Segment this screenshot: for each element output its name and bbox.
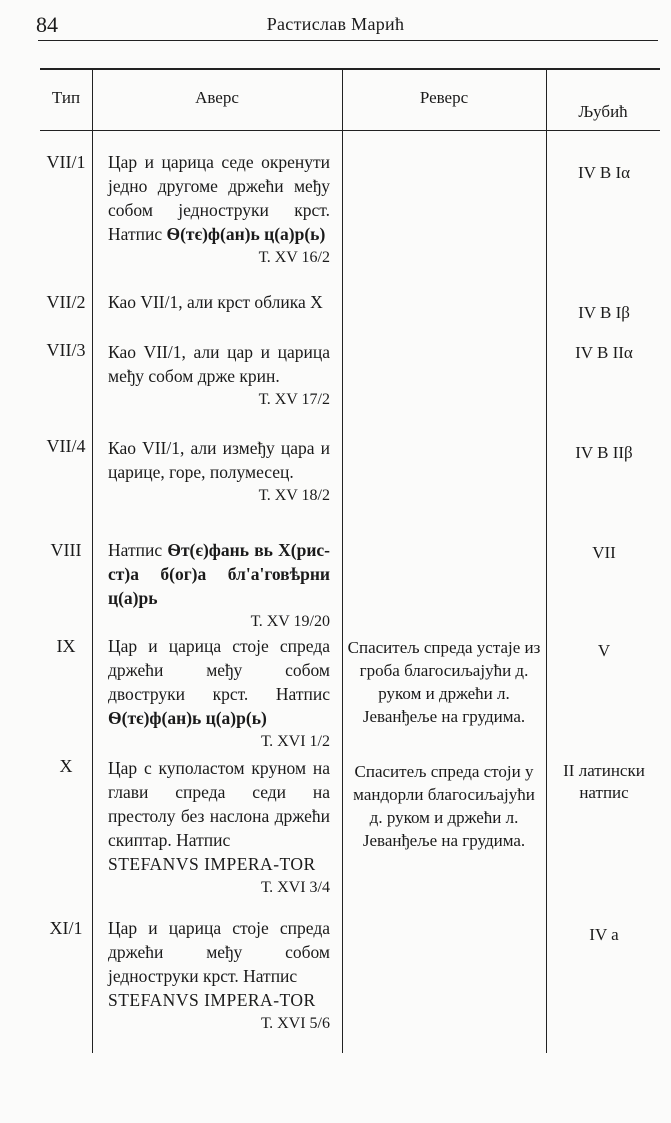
ljubic-ref: IV B IIα: [575, 343, 633, 362]
avers-legend: Ѳт(є)фань вь Х(рис-ст)а б(ог)а бл'а'говѣрни ц(а)рь: [108, 540, 331, 608]
ljubic-ref: II латински натпис: [563, 761, 645, 802]
avers-text: Цар и царица стоје спреда држећи међу собом двоструки крст. Натпис: [108, 636, 330, 704]
column-header-revers: Реверс: [419, 88, 469, 107]
row-type: VII/1: [46, 152, 86, 172]
revers-cell: Спаситељ спреда устаје из гроба благосиљајући д. руком и држећи л. Јеванђеље на грудима.: [347, 638, 541, 726]
plate-reference: Т. XVI 5/6: [260, 1015, 330, 1032]
table-header-rule: [40, 130, 660, 131]
avers-cell: [108, 290, 330, 314]
table-top-rule: [40, 68, 660, 70]
revers-cell: Спаситељ спреда стоји у мандорли благосиљајући д. руком и држећи л. Јеванђеље на грудима.: [353, 762, 535, 850]
column-divider: [546, 68, 547, 1053]
running-head: Растислав Марић: [266, 14, 405, 34]
top-rule: [38, 40, 658, 41]
avers-text: Натпис: [108, 540, 163, 560]
plate-reference: Т. XV 19/20: [250, 613, 330, 630]
plate-reference: Т. XV 16/2: [258, 249, 330, 266]
row-type: X: [59, 756, 73, 776]
row-type: XI/1: [49, 918, 83, 938]
avers-latin-legend: STEFANVS IMPERA-TOR: [108, 990, 316, 1010]
avers-cell: [108, 340, 330, 412]
ljubic-ref: IV B IIβ: [575, 443, 633, 462]
plate-reference: Т. XV 17/2: [258, 391, 330, 408]
row-type: VII/3: [46, 340, 86, 360]
row-type: IX: [56, 636, 76, 656]
ljubic-ref: IV a: [589, 925, 619, 944]
ljubic-ref: IV B Iα: [577, 163, 631, 182]
page-number: 84: [36, 12, 58, 37]
plate-reference: Т. XVI 1/2: [260, 733, 330, 750]
column-header-ljubic: Љубић: [578, 102, 628, 121]
avers-text: Као VII/1, али између цара и царице, горе, полумесец.: [108, 438, 330, 482]
column-header-tip: Тип: [51, 88, 81, 107]
avers-cell: [108, 538, 330, 634]
avers-latin-legend: STEFANVS IMPERA-TOR: [108, 854, 316, 874]
avers-legend: Ѳ(тє)ф(ан)ь ц(а)р(ь): [166, 224, 326, 244]
row-type: VIII: [50, 540, 82, 560]
avers-cell: [108, 756, 330, 900]
avers-cell: [108, 436, 330, 508]
avers-cell: [108, 634, 330, 754]
avers-text: Цар и царица стоје спреда држећи међу собом једноструки крст. Натпис: [108, 918, 330, 986]
column-header-avers: Аверс: [195, 88, 239, 107]
avers-text: Цар и царица седе окренути једно другоме држећи међу собом једноструки крст. Натпис: [108, 152, 330, 244]
row-type: VII/4: [46, 436, 86, 456]
avers-text: Као VII/1, али крст облика X: [108, 292, 323, 312]
avers-legend: Ѳ(тє)ф(ан)ь ц(а)р(ь): [108, 708, 267, 728]
avers-text: Као VII/1, али цар и царица међу собом држе крин.: [108, 342, 330, 386]
plate-reference: Т. XV 18/2: [258, 487, 330, 504]
column-divider: [92, 68, 93, 1053]
avers-cell: [108, 150, 330, 270]
ljubic-ref: IV B Iβ: [578, 303, 630, 322]
coin-types-table: [40, 68, 660, 1053]
plate-reference: Т. XVI 3/4: [260, 879, 330, 896]
avers-cell: [108, 916, 330, 1036]
avers-text: Цар с куполастом круном на глави спреда седи на престолу без наслона држећи скиптар. Натпис: [108, 758, 330, 850]
ljubic-ref: V: [597, 641, 611, 660]
column-divider: [342, 68, 343, 1053]
ljubic-ref: VII: [592, 543, 616, 562]
row-type: VII/2: [46, 292, 86, 312]
